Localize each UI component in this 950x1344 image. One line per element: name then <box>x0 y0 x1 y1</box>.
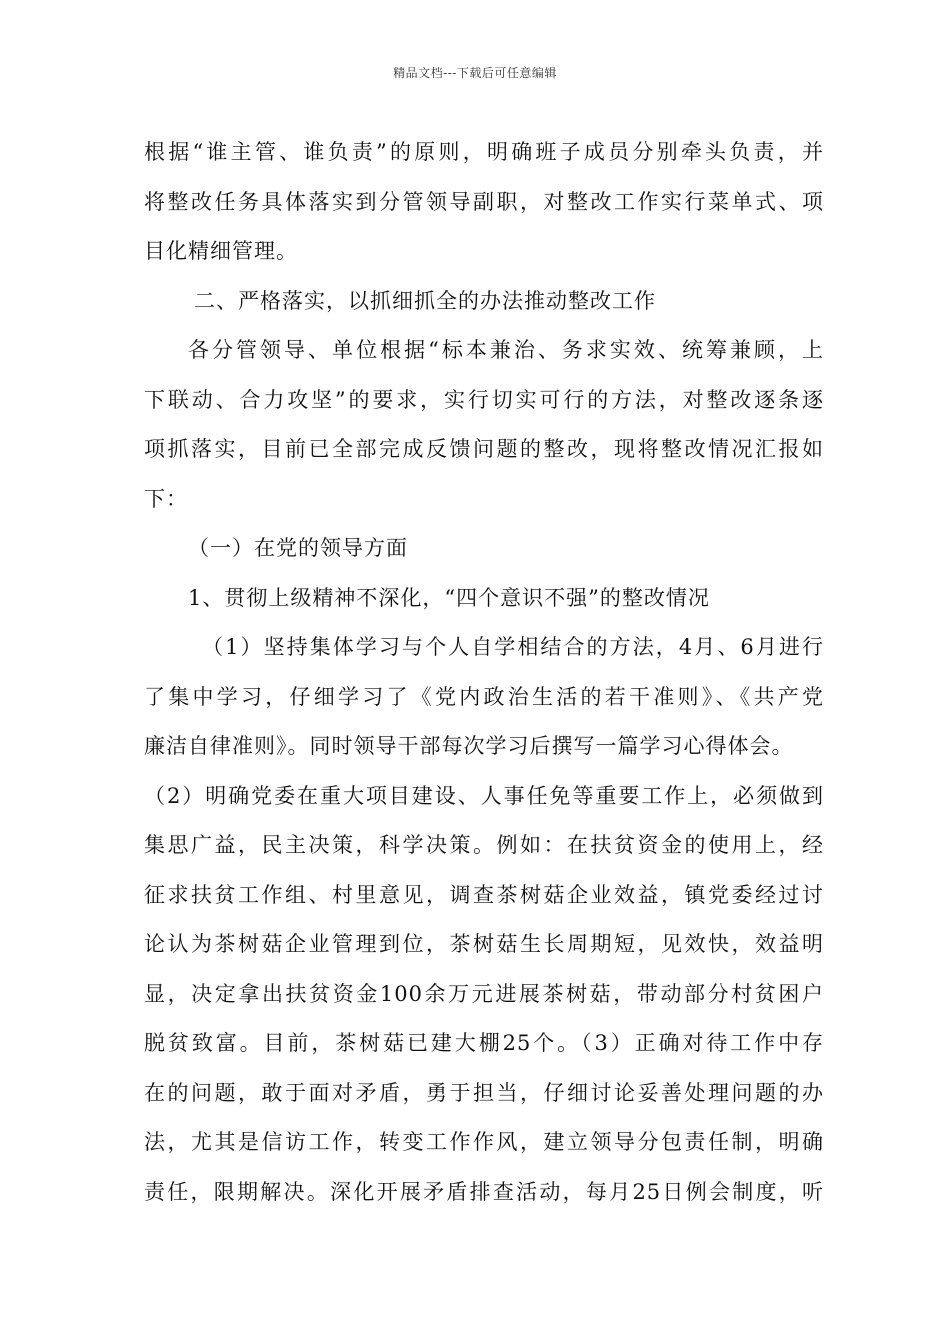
text-line: （2）明确党委在重大项目建设、人事任免等重要工作上，必须做到 <box>144 783 824 808</box>
text-line: 法，尤其是信访工作，转变工作作风，建立领导分包责任制，明确 <box>144 1130 824 1154</box>
text-line: 下： <box>144 486 188 511</box>
text-line: 目化精细管理。 <box>144 239 298 263</box>
subsection-heading: （一）在党的领导方面 <box>188 536 408 560</box>
document-body <box>144 128 824 1217</box>
text-line: 责任，限期解决。深化开展矛盾排查活动，每月25日例会制度，听 <box>144 1179 824 1204</box>
text-line: 显，决定拿出扶贫资金100余万元进展茶树菇，带动部分村贫困户 <box>144 981 824 1006</box>
text-line: 各分管领导、单位根据“标本兼治、务求实效、统筹兼顾，上 <box>188 338 824 362</box>
text-line: 论认为茶树菇企业管理到位，茶树菇生长周期短，见效快，效益明 <box>144 932 824 956</box>
text-line: 在的问题，敢于面对矛盾，勇于担当，仔细讨论妥善处理问题的办 <box>144 1080 824 1105</box>
text-line: 下联动、合力攻坚”的要求，实行切实可行的方法，对整改逐条逐 <box>144 387 824 412</box>
section-heading: 二、严格落实，以抓细抓全的办法推动整改工作 <box>194 288 656 313</box>
text-line: （1）坚持集体学习与个人自学相结合的方法，4月、6月进行 <box>202 635 824 659</box>
text-line: 根据“谁主管、谁负责”的原则，明确班子成员分别牵头负责，并 <box>144 140 824 164</box>
item-heading: 1、贯彻上级精神不深化，“四个意识不强”的整改情况 <box>188 585 710 610</box>
text-line: 了集中学习，仔细学习了《党内政治生活的若干准则》、《共产党 <box>144 684 824 709</box>
text-line: 将整改任务具体落实到分管领导副职，对整改工作实行菜单式、项 <box>144 189 824 214</box>
text-line: 项抓落实，目前已全部完成反馈问题的整改，现将整改情况汇报如 <box>144 437 824 461</box>
text-line: 廉洁自律准则》。同时领导干部每次学习后撰写一篇学习心得体会。 <box>144 734 794 758</box>
text-line: 征求扶贫工作组、村里意见，调查茶树菇企业效益，镇党委经过讨 <box>144 882 824 907</box>
text-line: 集思广益，民主决策，科学决策。例如：在扶贫资金的使用上，经 <box>144 833 824 857</box>
page-header: 精品文档---下载后可任意编辑 <box>393 66 557 80</box>
text-line: 脱贫致富。目前，茶树菇已建大棚25个。（3）正确对待工作中存 <box>144 1031 824 1055</box>
